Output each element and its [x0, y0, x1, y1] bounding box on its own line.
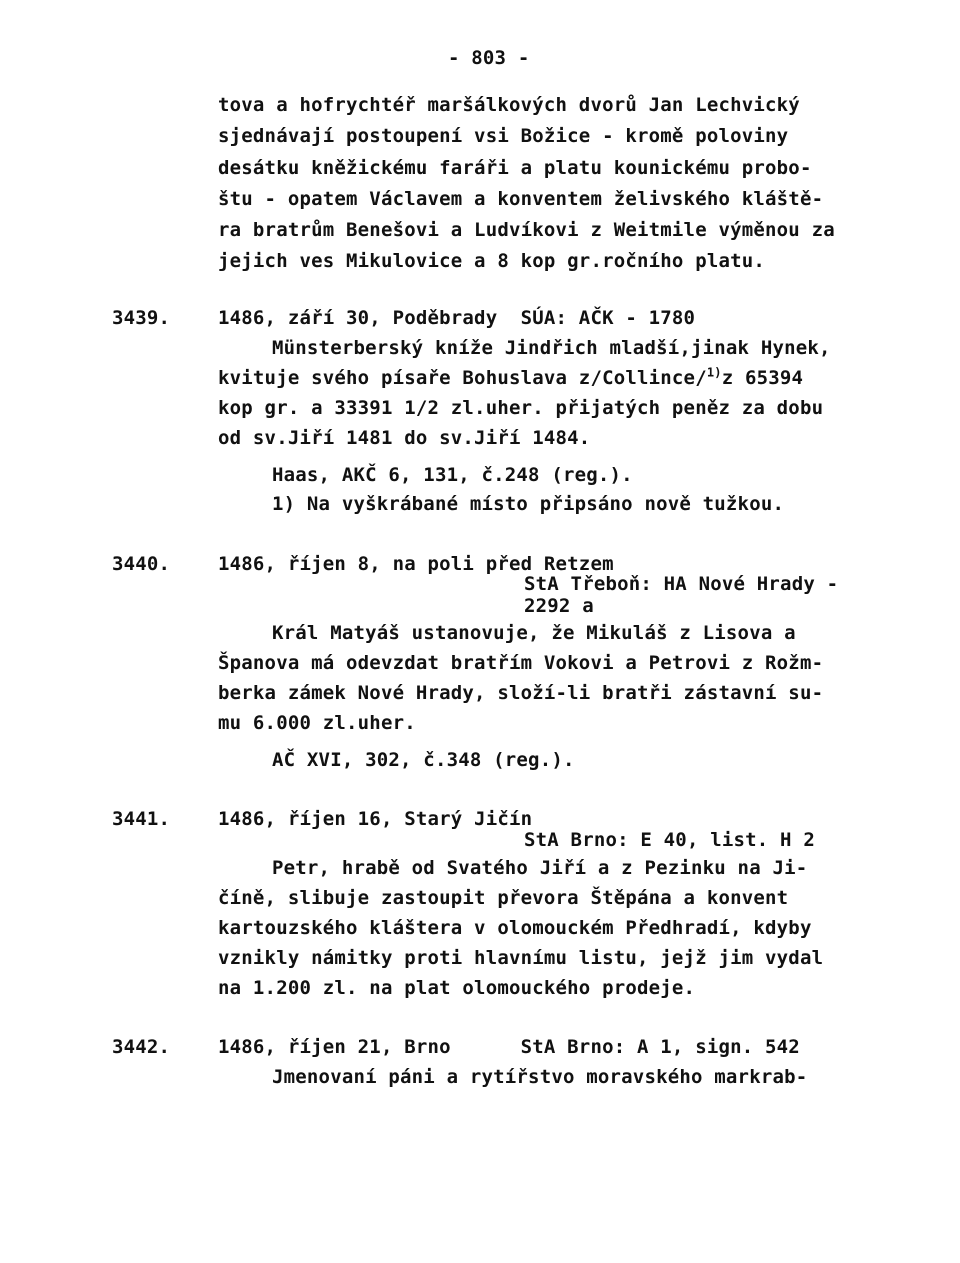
intro-line: jejich ves Mikulovice a 8 kop gr.ročního platu.: [218, 250, 766, 272]
intro-line: sjednávají postoupení vsi Božice - kromě poloviny: [218, 125, 789, 147]
entry-header: 1486, říjen 21, Brno StA Brno: A 1, sign. 542: [218, 1036, 800, 1058]
entry-number: 3441.: [112, 808, 171, 830]
entry-number: 3439.: [112, 307, 171, 329]
page-number: - 803 -: [448, 47, 530, 69]
entry-body-text: kvituje svého písaře Bohuslava z/Collince/: [218, 367, 707, 389]
entry-archive: 2292 a: [524, 595, 594, 617]
entry-body-line: kartouzského kláštera v olomouckém Předhradí, kdyby: [218, 917, 812, 939]
entry-body-line: od sv.Jiří 1481 do sv.Jiří 1484.: [218, 427, 591, 449]
entry-body-line: Petr, hrabě od Svatého Jiří a z Pezinku na Ji-: [272, 857, 808, 879]
entry-body-line: [218, 366, 803, 390]
entry-footnote: 1) Na vyškrábané místo připsáno nově tužkou.: [272, 493, 785, 515]
intro-line: desátku kněžickému faráři a platu kounickému probo-: [218, 157, 812, 179]
entry-header: 1486, říjen 8, na poli před Retzem: [218, 553, 614, 575]
entry-reference: Haas, AKČ 6, 131, č.248 (reg.).: [272, 464, 633, 486]
entry-body-line: berka zámek Nové Hrady, složí-li bratři zástavní su-: [218, 682, 824, 704]
entry-archive: StA Třeboň: HA Nové Hrady -: [524, 573, 839, 595]
entry-header: 1486, říjen 16, Starý Jičín: [218, 808, 533, 830]
entry-body-line: Jmenovaní páni a rytířstvo moravského markrab-: [272, 1066, 808, 1088]
entry-body-line: na 1.200 zl. na plat olomouckého prodeje.: [218, 977, 696, 999]
entry-body-line: číně, slibuje zastoupit převora Štěpána a konvent: [218, 887, 789, 909]
entry-body-line: vznikly námitky proti hlavnímu listu, jejž jim vydal: [218, 947, 824, 969]
intro-line: ra bratrům Benešovi a Ludvíkovi z Weitmile výměnou za: [218, 219, 835, 241]
entry-archive: StA Brno: E 40, list. H 2: [524, 829, 815, 851]
entry-body-line: kop gr. a 33391 1/2 zl.uher. přijatých peněz za dobu: [218, 397, 824, 419]
footnote-marker: 1): [706, 365, 722, 380]
entry-reference: AČ XVI, 302, č.348 (reg.).: [272, 749, 575, 771]
intro-line: tova a hofrychtéř maršálkových dvorů Jan Lechvický: [218, 94, 800, 116]
entry-number: 3440.: [112, 553, 171, 575]
entry-number: 3442.: [112, 1036, 171, 1058]
entry-body-line: mu 6.000 zl.uher.: [218, 712, 416, 734]
entry-body-tail: z 65394: [721, 367, 804, 389]
entry-body-line: Král Matyáš ustanovuje, že Mikuláš z Lisova a: [272, 622, 796, 644]
entry-header: 1486, září 30, Poděbrady SÚA: AČK - 1780: [218, 307, 696, 329]
entry-body-line: Španova má odevzdat bratřím Vokovi a Petrovi z Rožm-: [218, 652, 824, 674]
intro-line: štu - opatem Václavem a konventem želivského kláště-: [218, 188, 824, 210]
entry-body-line: Münsterberský kníže Jindřich mladší,jinak Hynek,: [272, 337, 831, 359]
